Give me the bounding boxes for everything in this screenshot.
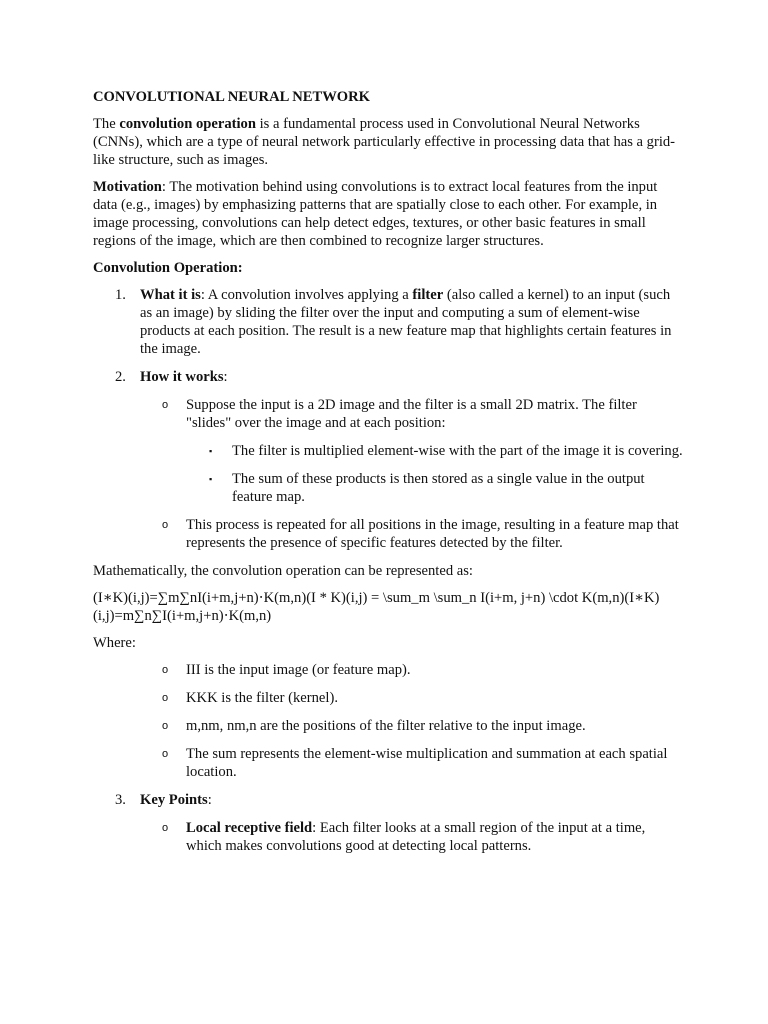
list-number-1: 1.	[115, 287, 126, 303]
circle-bullet-icon: o	[162, 664, 169, 676]
item2-label: How it works	[140, 369, 224, 385]
motivation-text: : The motivation behind using convolutions is to extract local features from the input data (e.g., images) by emphasizing patterns that are spatially close to each other. For example, in image processing, convolutions can help detect edges, textures, or other basic features in small regions of the image, which are then combined to recognize larger structures.	[93, 179, 658, 249]
subsub-bullet-text: The filter is multiplied element-wise with the part of the image it is covering.	[232, 443, 683, 459]
subsub-bullet-text: The sum of these products is then stored as a single value in the output feature map.	[232, 471, 645, 505]
square-bullet-icon: ▪	[209, 446, 213, 456]
convolution-formula: (I∗K)(i,j)=∑m∑nI(i+m,j+n)⋅K(m,n)(I * K)(i,j) = \sum_m \sum_n I(i+m, j+n) \cdot K(m,n)(I∗K)(i,j)=m∑n∑I(i+m,j+n)⋅K(m,n)	[93, 590, 660, 624]
sub-bullet-item	[93, 396, 683, 432]
where-item-text: KKK is the filter (kernel).	[186, 690, 338, 706]
math-intro: Mathematically, the convolution operation can be represented as:	[93, 563, 473, 579]
motivation-paragraph	[93, 178, 683, 250]
subsub-bullet-item	[93, 470, 683, 506]
item1-label: What it is	[140, 287, 201, 303]
where-item-text: The sum represents the element-wise multiplication and summation at each spatial location.	[186, 746, 668, 780]
circle-bullet-icon: o	[162, 720, 169, 732]
intro-text-pre: The	[93, 116, 120, 132]
where-list-item	[93, 745, 683, 781]
circle-bullet-icon: o	[162, 692, 169, 704]
motivation-label: Motivation	[93, 179, 162, 195]
square-bullet-icon: ▪	[209, 474, 213, 484]
sub-bullet-item	[93, 819, 683, 855]
circle-bullet-icon: o	[162, 748, 169, 760]
circle-bullet-icon: o	[162, 519, 169, 531]
where-label: Where:	[93, 635, 136, 651]
where-item-text: m,nm, nm,n are the positions of the filter relative to the input image.	[186, 718, 586, 734]
document-title: CONVOLUTIONAL NEURAL NETWORK	[93, 89, 371, 105]
list-number-2: 2.	[115, 369, 126, 385]
sub-bullet-text: Suppose the input is a 2D image and the filter is a small 2D matrix. The filter "slides" over the image and at each position:	[186, 397, 637, 431]
intro-text-post: is a fundamental process used in Convolutional Neural Networks (CNNs), which are a type of neural network particularly effective in processing data that has a grid-like structure, such as images.	[93, 116, 676, 168]
item2-text: :	[223, 369, 228, 385]
where-list-item	[93, 717, 683, 735]
where-list-item	[93, 661, 683, 679]
item1-filter-term: filter	[412, 287, 444, 303]
item3-label: Key Points	[140, 792, 208, 808]
key-point-text: : Each filter looks at a small region of the input at a time, which makes convolutions good at detecting local patterns.	[186, 820, 646, 854]
intro-paragraph	[93, 115, 683, 169]
item1-text-b: (also called a kernel) to an input (such as an image) by sliding the filter over the input and computing a sum of element-wise products at each position. The result is a new feature map that highlights certain features in the image.	[140, 287, 672, 357]
circle-bullet-icon: o	[162, 822, 169, 834]
circle-bullet-icon: o	[162, 399, 169, 411]
document-page	[93, 88, 683, 865]
list-number-3: 3.	[115, 792, 126, 808]
item1-text-a: : A convolution involves applying a	[200, 287, 413, 303]
where-item-text: III is the input image (or feature map).	[186, 662, 411, 678]
list-item-1	[93, 286, 683, 358]
intro-bold-term: convolution operation	[119, 116, 256, 132]
list-item-2	[93, 368, 683, 386]
item3-text: :	[207, 792, 212, 808]
section-heading-text: Convolution Operation:	[93, 260, 243, 276]
where-list-item	[93, 689, 683, 707]
section-heading	[93, 259, 683, 277]
sub-bullet-item	[93, 516, 683, 552]
list-item-3	[93, 791, 683, 809]
key-point-label: Local receptive field	[186, 820, 313, 836]
sub-bullet-text: This process is repeated for all positions in the image, resulting in a feature map that represents the presence of specific features detected by the filter.	[186, 517, 679, 551]
subsub-bullet-item	[93, 442, 683, 460]
